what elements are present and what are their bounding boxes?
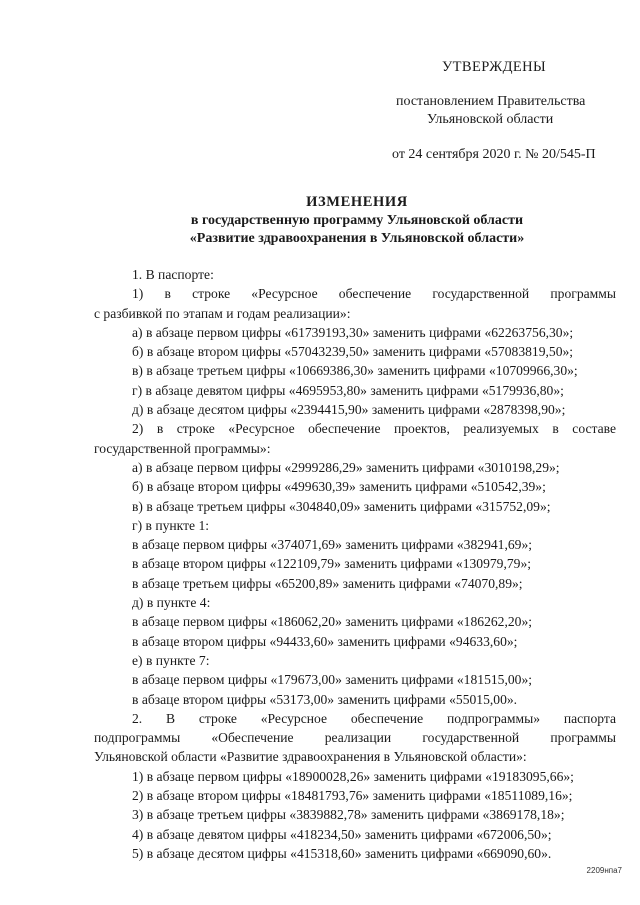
body-line: 5) в абзаце десятом цифры «415318,60» заменить цифрами «669090,60». <box>132 845 552 861</box>
body-line: в абзаце первом цифры «374071,69» заменить цифрами «382941,69»; <box>132 537 533 553</box>
body-line: 4) в абзаце девятом цифры «418234,50» заменить цифрами «672006,50»; <box>132 826 552 842</box>
body-line: в абзаце втором цифры «94433,60» заменить цифрами «94633,60»; <box>132 633 518 649</box>
body-line: 2. В строке «Ресурсное обеспечение подпрограммы» паспорта <box>132 710 616 726</box>
body-line: г) в пункте 1: <box>132 517 210 533</box>
body-line: 2) в абзаце втором цифры «18481793,76» заменить цифрами «18511089,16»; <box>132 788 573 804</box>
body-line: д) в абзаце десятом цифры «2394415,90» заменить цифрами «2878398,90»; <box>132 402 566 418</box>
approval-line-1: постановлением Правительства <box>396 94 586 109</box>
document-subtitle-2: «Развитие здравоохранения в Ульяновской области» <box>189 231 525 246</box>
approval-line-2: Ульяновской области <box>427 112 554 127</box>
body-line: подпрограммы «Обеспечение реализации государственной программы <box>94 730 616 746</box>
body-line: в) в абзаце третьем цифры «10669386,30» заменить цифрами «10709966,30»; <box>132 363 578 379</box>
body-line: в) в абзаце третьем цифры «304840,09» заменить цифрами «315752,09»; <box>132 498 551 514</box>
body-line: в абзаце первом цифры «186062,20» заменить цифрами «186262,20»; <box>132 614 533 630</box>
body-line: 2) в строке «Ресурсное обеспечение проектов, реализуемых в составе <box>132 421 616 437</box>
document-title: ИЗМЕНЕНИЯ <box>306 194 408 210</box>
body-line: б) в абзаце втором цифры «499630,39» заменить цифрами «510542,39»; <box>132 479 546 495</box>
document-body <box>94 265 616 863</box>
body-line: государственной программы»: <box>94 440 271 456</box>
body-line: е) в пункте 7: <box>132 652 210 668</box>
body-line: д) в пункте 4: <box>132 595 211 611</box>
body-line: 1) в строке «Ресурсное обеспечение государственной программы <box>132 286 616 302</box>
body-line: 1) в абзаце первом цифры «18900028,26» заменить цифрами «19183095,66»; <box>132 768 574 784</box>
body-line: в абзаце первом цифры «179673,00» заменить цифрами «181515,00»; <box>132 672 533 688</box>
document-subtitle-1: в государственную программу Ульяновской области <box>190 213 524 228</box>
body-line: 3) в абзаце третьем цифры «3839882,78» заменить цифрами «3869178,18»; <box>132 807 565 823</box>
body-line: а) в абзаце первом цифры «2999286,29» заменить цифрами «3010198,29»; <box>132 459 560 475</box>
body-line: Ульяновской области «Развитие здравоохранения в Ульяновской области»: <box>94 749 527 765</box>
body-line: а) в абзаце первом цифры «61739193,30» заменить цифрами «62263756,30»; <box>132 324 574 340</box>
body-line: в абзаце втором цифры «122109,79» заменить цифрами «130979,79»; <box>132 556 532 572</box>
body-line: б) в абзаце втором цифры «57043239,50» заменить цифрами «57083819,50»; <box>132 344 574 360</box>
body-line: в абзаце третьем цифры «65200,89» заменить цифрами «74070,89»; <box>132 575 523 591</box>
approval-date-number: от 24 сентября 2020 г. № 20/545-П <box>392 147 596 162</box>
document-code: 2209нпа7 <box>586 866 622 875</box>
body-line: г) в абзаце девятом цифры «4695953,80» заменить цифрами «5179936,80»; <box>132 382 564 398</box>
body-line: 1. В паспорте: <box>132 267 214 282</box>
approval-title: УТВЕРЖДЕНЫ <box>442 59 547 75</box>
body-line: с разбивкой по этапам и годам реализации»: <box>94 305 351 321</box>
body-line: в абзаце втором цифры «53173,00» заменить цифрами «55015,00». <box>132 691 518 707</box>
